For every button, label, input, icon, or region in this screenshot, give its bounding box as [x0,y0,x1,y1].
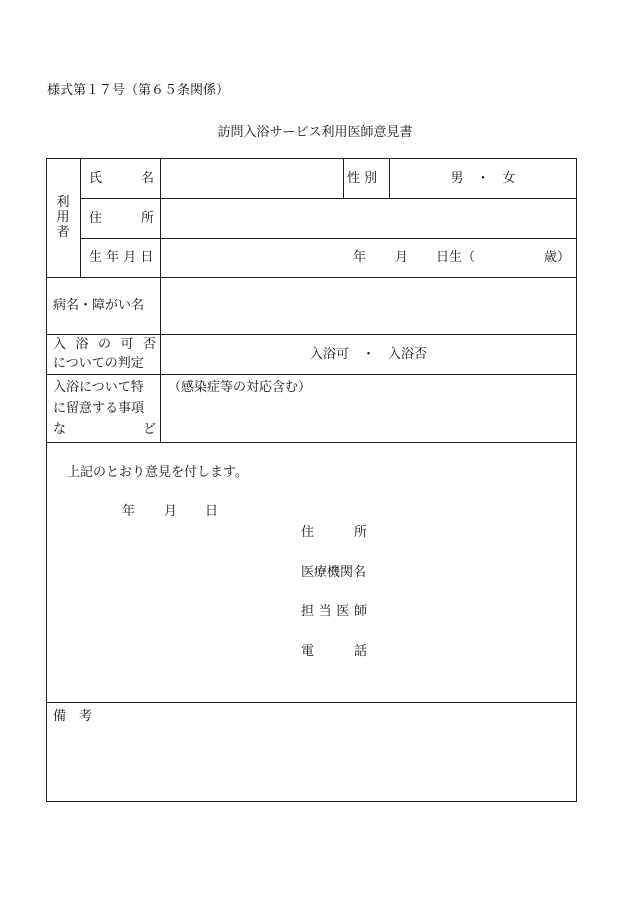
rule [80,159,81,277]
gender-options: 男 ・ 女 [450,171,516,186]
bath-notes-hint: （感染症等の対応含む） [168,380,312,395]
remarks-label: 備 考 [53,709,93,724]
birth-day-unit: 日生（ [436,250,476,265]
medical-institution-label: 医療機関名 [301,565,367,580]
name-label: 氏 名 [89,171,154,186]
opinion-date-month: 月 [164,504,178,519]
form-number: 様式第１７号（第６５条関係） [47,83,230,98]
rule [47,702,577,703]
rule [80,198,577,199]
rule [343,159,344,198]
document-title: 訪問入浴サービス利用医師意見書 [217,125,413,140]
bath-notes-label-line2: に留意する事項 [53,401,145,416]
user-section-label: 利 用 者 [56,195,70,240]
rule [47,374,577,375]
diagnosis-label: 病名・障がい名 [53,298,145,313]
address-label: 住 所 [89,211,154,226]
gender-label: 性 別 [347,171,378,186]
rule [160,159,161,442]
bath-judgment-label-line2: についての判定 [53,356,144,371]
rule [80,238,577,239]
opinion-date-day: 日 [205,504,219,519]
bath-notes-label-line3: な ど [53,422,156,437]
birth-month-unit: 月 [395,250,409,265]
bath-judgment-label-line1: 入 浴 の 可 否 [53,337,156,352]
opinion-form-table [46,158,577,802]
rule [47,277,577,278]
bath-judgment-options: 入浴可 ・ 入浴否 [309,347,427,362]
birth-year-unit: 年 [353,250,367,265]
rule [47,334,577,335]
birth-date-label: 生 年 月 日 [89,250,154,265]
opinion-date-year: 年 [122,504,136,519]
bath-notes-label-line1: 入浴について特 [53,380,144,395]
rule [47,442,577,443]
age-unit: 歳） [544,250,571,265]
doctor-address-label: 住 所 [301,525,367,540]
phone-label: 電 話 [301,644,367,659]
attending-doctor-label: 担 当 医 師 [301,604,367,619]
opinion-statement: 上記のとおり意見を付します。 [67,465,248,480]
